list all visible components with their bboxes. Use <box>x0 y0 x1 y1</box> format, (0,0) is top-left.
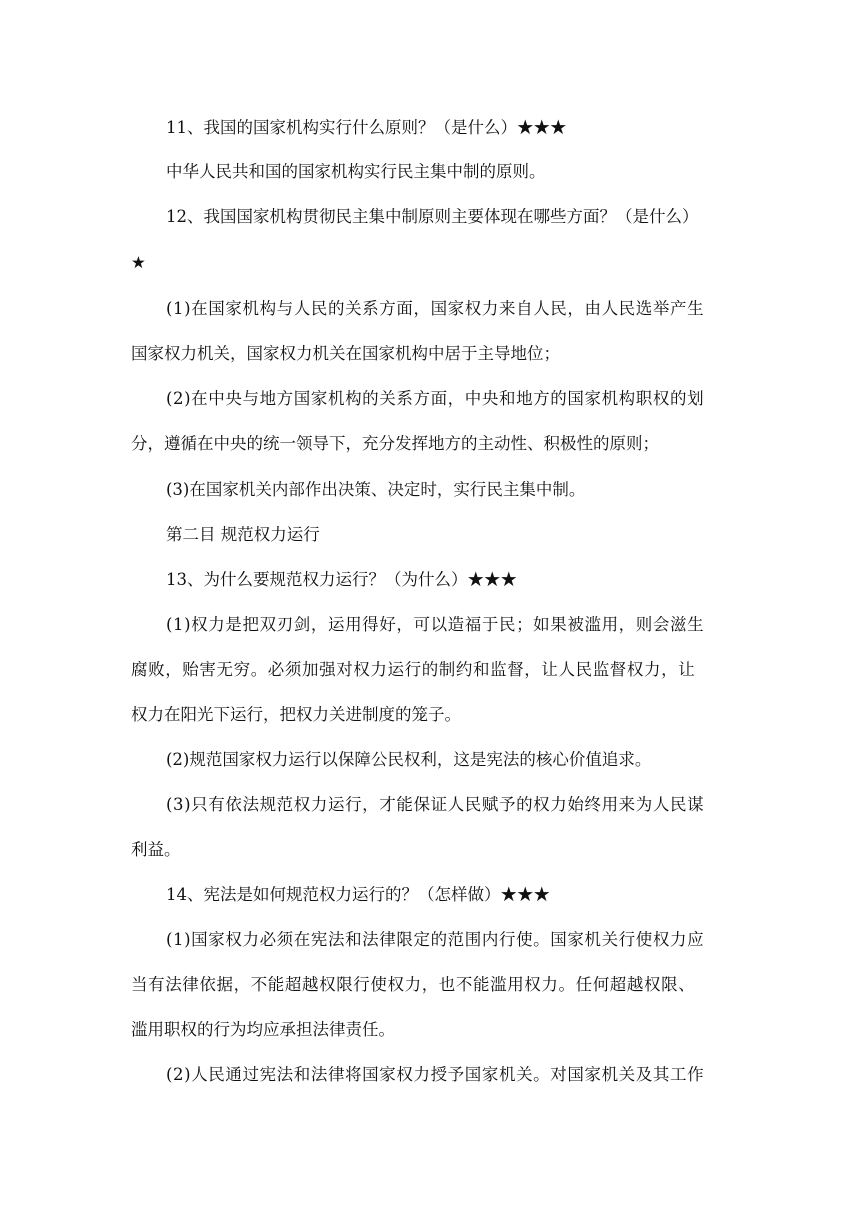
answer-14-point-1-continued: 滥用职权的行为均应承担法律责任。 <box>131 1020 395 1039</box>
answer-13-point-1-continued: 权力在阳光下运行，把权力关进制度的笼子。 <box>131 705 461 724</box>
answer-13-point-2: (2)规范国家权力运行以保障公民权利，这是宪法的核心价值追求。 <box>166 750 652 769</box>
answer-12-point-2-continued: 分，遵循在中央的统一领导下，充分发挥地方的主动性、积极性的原则； <box>131 434 659 453</box>
answer-13-point-3: (3)只有依法规范权力运行，才能保证人民赋予的权力始终用来为人民谋 <box>166 795 705 814</box>
question-12-heading: 12、我国国家机构贯彻民主集中制原则主要体现在哪些方面？（是什么） <box>166 207 699 226</box>
question-11-heading: 11、我国的国家机构实行什么原则？（是什么）★★★ <box>166 118 567 137</box>
answer-12-point-2: (2)在中央与地方国家机构的关系方面，中央和地方的国家机构职权的划 <box>166 389 705 408</box>
section-heading: 第二目 规范权力运行 <box>166 525 320 544</box>
answer-14-point-1: (1)国家权力必须在宪法和法律限定的范围内行使。国家机关行使权力应 <box>166 930 705 949</box>
answer-13-point-1-continued: 腐败，贻害无穷。必须加强对权力运行的制约和监督，让人民监督权力，让 <box>131 660 696 679</box>
question-12-heading-continued: ★ <box>131 253 146 272</box>
answer-13-point-1: (1)权力是把双刃剑，运用得好，可以造福于民；如果被滥用，则会滋生 <box>166 615 705 634</box>
answer-12-point-1-continued: 国家权力机关，国家权力机关在国家机构中居于主导地位； <box>131 344 560 363</box>
question-13-heading: 13、为什么要规范权力运行？（为什么）★★★ <box>166 570 517 589</box>
question-14-heading: 14、宪法是如何规范权力运行的？（怎样做）★★★ <box>166 885 550 904</box>
answer-14-point-2: (2)人民通过宪法和法律将国家权力授予国家机关。对国家机关及其工作 <box>166 1065 705 1084</box>
answer-11-text: 中华人民共和国的国家机构实行民主集中制的原则。 <box>166 162 546 181</box>
answer-12-point-3: (3)在国家机关内部作出决策、决定时，实行民主集中制。 <box>166 480 586 499</box>
answer-14-point-1-continued: 当有法律依据，不能超越权限行使权力，也不能滥用权力。任何超越权限、 <box>131 975 696 994</box>
answer-13-point-3-continued: 利益。 <box>131 840 181 859</box>
answer-12-point-1: (1)在国家机构与人民的关系方面，国家权力来自人民，由人民选举产生 <box>166 299 705 318</box>
